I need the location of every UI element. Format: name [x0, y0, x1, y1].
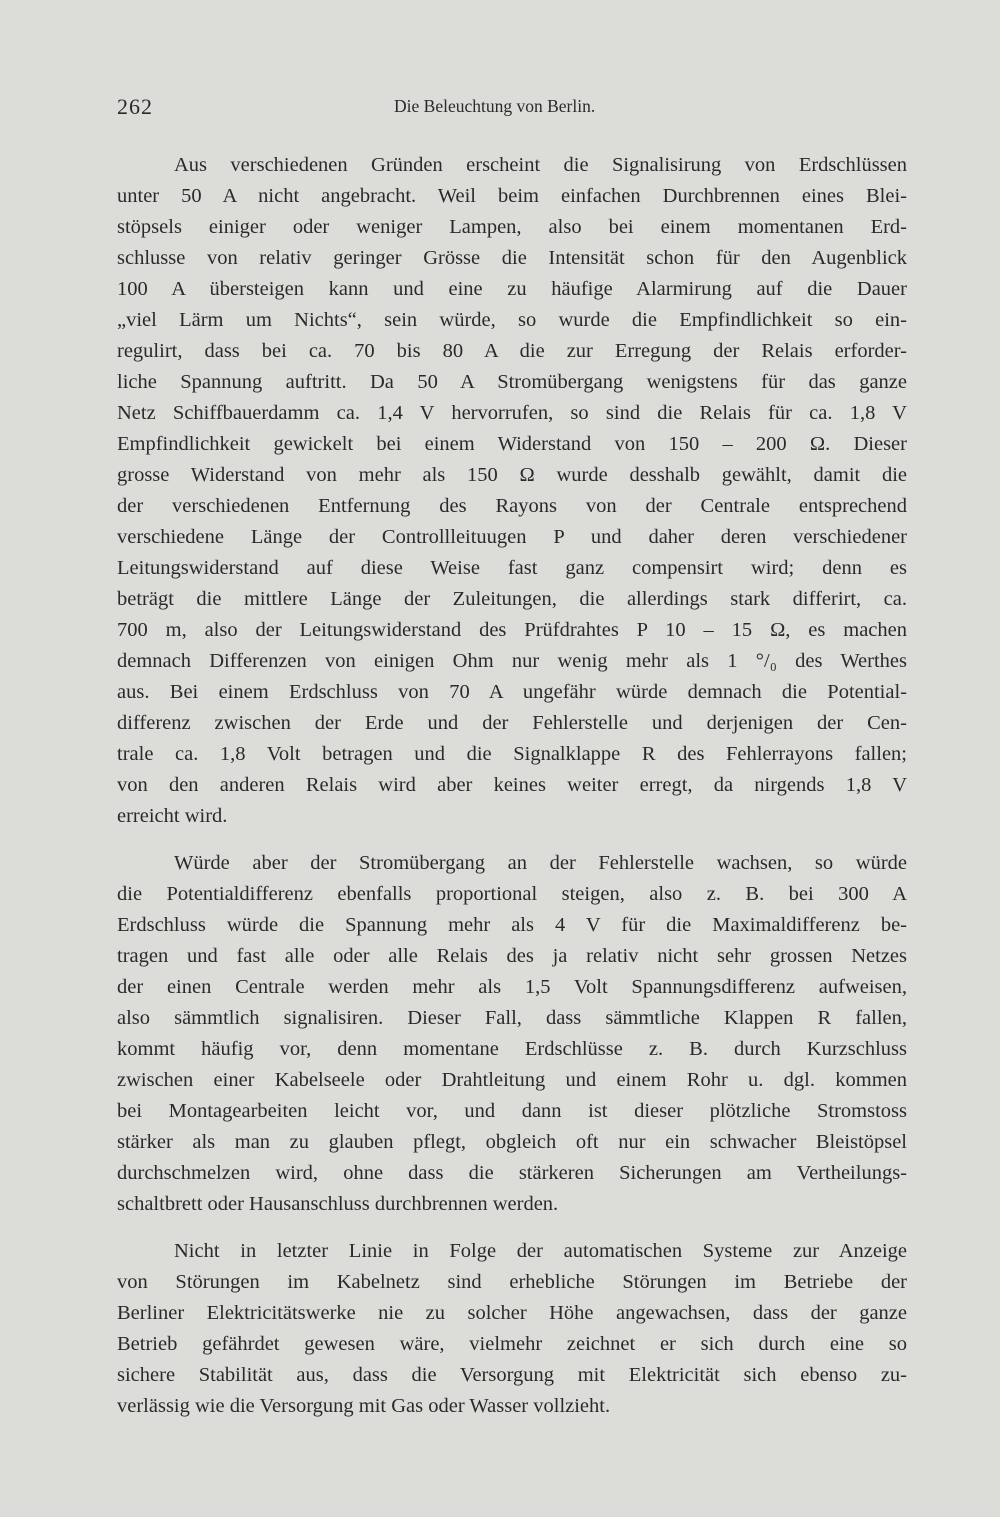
text-line: unter 50 A nicht angebracht. Weil beim einfachen Durchbrennen eines Blei-: [117, 185, 907, 207]
text-line: Empfindlichkeit gewickelt bei einem Widerstand von 150 – 200 Ω. Dieser: [117, 433, 907, 455]
paragraph: [117, 1236, 907, 1422]
text-line: sichere Stabilität aus, dass die Versorgung mit Elektricität sich ebenso zu-: [117, 1364, 907, 1386]
text-line: bei Montagearbeiten leicht vor, und dann ist dieser plötzliche Stromstoss: [117, 1100, 907, 1122]
text-line: die Potentialdifferenz ebenfalls proportional steigen, also z. B. bei 300 A: [117, 883, 907, 905]
text-line: von den anderen Relais wird aber keines weiter erregt, da nirgends 1,8 V: [117, 774, 907, 796]
text-line: Berliner Elektricitätswerke nie zu solcher Höhe angewachsen, dass der ganze: [117, 1302, 907, 1324]
running-title: Die Beleuchtung von Berlin.: [394, 96, 596, 116]
text-line: schlusse von relativ geringer Grösse die Intensität schon für den Augenblick: [117, 247, 907, 269]
paragraph-gap: [117, 832, 907, 848]
text-line: durchschmelzen wird, ohne dass die stärkeren Sicherungen am Vertheilungs-: [117, 1162, 907, 1184]
text-line: Würde aber der Stromübergang an der Fehlerstelle wachsen, so würde: [174, 852, 907, 874]
text-line: 700 m, also der Leitungswiderstand des Prüfdrahtes P 10 – 15 Ω, es machen: [117, 619, 907, 641]
text-line: erreicht wird.: [117, 805, 228, 827]
text-line: liche Spannung auftritt. Da 50 A Stromübergang wenigstens für das ganze: [117, 371, 907, 393]
text-line: zwischen einer Kabelseele oder Drahtleitung und einem Rohr u. dgl. kommen: [117, 1069, 907, 1091]
text-line: der einen Centrale werden mehr als 1,5 Volt Spannungsdifferenz aufweisen,: [117, 976, 907, 998]
paragraph-gap: [117, 1220, 907, 1236]
text-line: demnach Differenzen von einigen Ohm nur wenig mehr als 1 °/₀ des Werthes: [117, 650, 907, 672]
paragraph: [117, 150, 907, 832]
text-line: Betrieb gefährdet gewesen wäre, vielmehr zeichnet er sich durch eine so: [117, 1333, 907, 1355]
text-line: verlässig wie die Versorgung mit Gas oder Wasser vollzieht.: [117, 1395, 611, 1417]
text-line: verschiedene Länge der Controllleituugen P und daher deren verschiedener: [117, 526, 907, 548]
text-line: regulirt, dass bei ca. 70 bis 80 A die zur Erregung der Relais erforder-: [117, 340, 907, 362]
page-number: 262: [117, 94, 153, 119]
text-line: der verschiedenen Entfernung des Rayons von der Centrale entsprechend: [117, 495, 907, 517]
text-line: Erdschluss würde die Spannung mehr als 4 V für die Maximaldifferenz be-: [117, 914, 907, 936]
text-line: also sämmtlich signalisiren. Dieser Fall, dass sämmtliche Klappen R fallen,: [117, 1007, 907, 1029]
text-line: stöpsels einiger oder weniger Lampen, also bei einem momentanen Erd-: [117, 216, 907, 238]
text-line: tragen und fast alle oder alle Relais des ja relativ nicht sehr grossen Netzes: [117, 945, 907, 967]
text-line: aus. Bei einem Erdschluss von 70 A ungefähr würde demnach die Potential-: [117, 681, 907, 703]
text-line: stärker als man zu glauben pflegt, obgleich oft nur ein schwacher Bleistöpsel: [117, 1131, 907, 1153]
text-line: trale ca. 1,8 Volt betragen und die Signalklappe R des Fehlerrayons fallen;: [117, 743, 907, 765]
text-line: schaltbrett oder Hausanschluss durchbrennen werden.: [117, 1193, 559, 1215]
text-line: grosse Widerstand von mehr als 150 Ω wurde desshalb gewählt, damit die: [117, 464, 907, 486]
text-line: Nicht in letzter Linie in Folge der automatischen Systeme zur Anzeige: [174, 1240, 907, 1262]
text-line: differenz zwischen der Erde und der Fehlerstelle und derjenigen der Cen-: [117, 712, 907, 734]
paragraph: [117, 848, 907, 1220]
text-line: von Störungen im Kabelnetz sind erhebliche Störungen im Betriebe der: [117, 1271, 907, 1293]
text-line: „viel Lärm um Nichts“, sein würde, so wurde die Empfindlichkeit so ein-: [117, 309, 907, 331]
page-header: [117, 94, 907, 124]
text-line: Leitungswiderstand auf diese Weise fast ganz compensirt wird; denn es: [117, 557, 907, 579]
text-line: Aus verschiedenen Gründen erscheint die Signalisirung von Erdschlüssen: [174, 154, 907, 176]
text-line: 100 A übersteigen kann und eine zu häufige Alarmirung auf die Dauer: [117, 278, 907, 300]
text-line: kommt häufig vor, denn momentane Erdschlüsse z. B. durch Kurzschluss: [117, 1038, 907, 1060]
text-line: beträgt die mittlere Länge der Zuleitungen, die allerdings stark differirt, ca.: [117, 588, 907, 610]
body-text: [117, 150, 907, 1422]
text-line: Netz Schiffbauerdamm ca. 1,4 V hervorrufen, so sind die Relais für ca. 1,8 V: [117, 402, 907, 424]
